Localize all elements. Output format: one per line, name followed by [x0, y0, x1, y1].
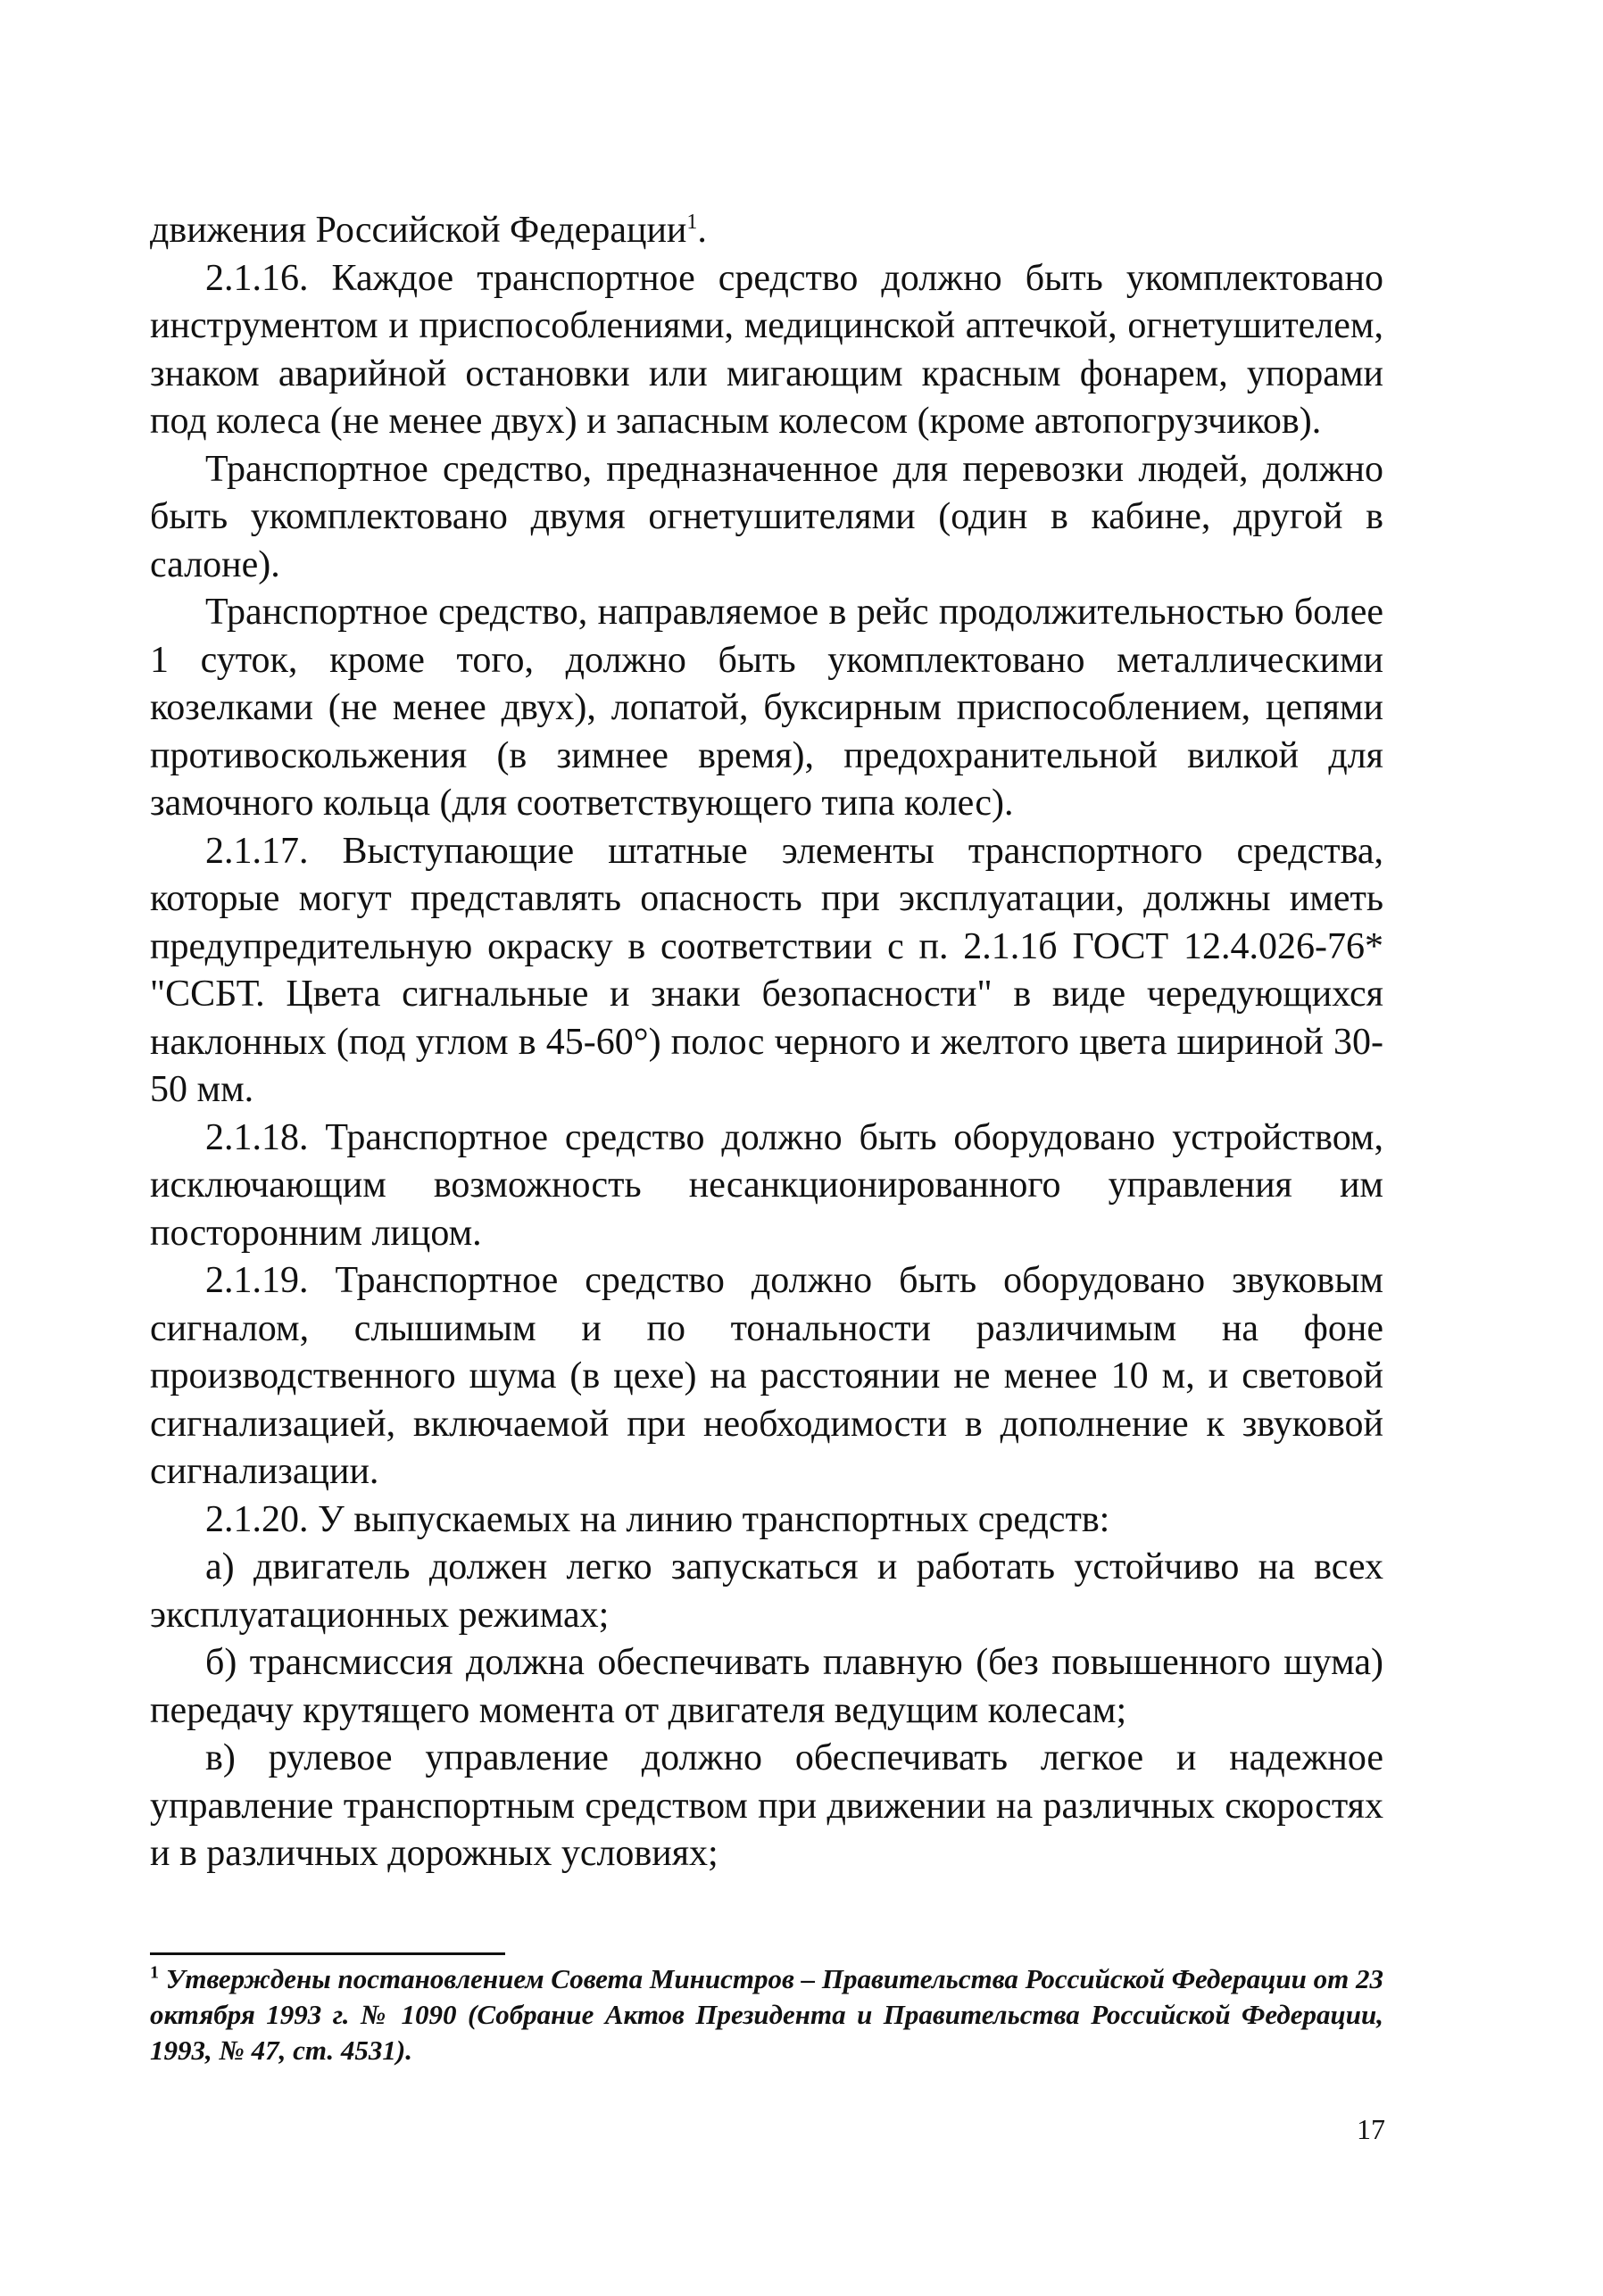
paragraph-2-1-16: 2.1.16. Каждое транспортное средство должно быть укомплектовано инструментом и приспособлениями, медицинской аптечкой, огнетушителем, знаком аварийной остановки или мигающим красным фонарем, упорами под колеса (не менее двух) и запасным колесом (кроме автопогрузчиков).: [150, 257, 1383, 442]
list-item-c: в) рулевое управление должно обеспечивать легкое и надежное управление транспортным средством при движении на различных скоростях и в различных дорожных условиях;: [150, 1737, 1383, 1874]
footnote-reference: 1: [686, 211, 698, 234]
list-item-b: б) трансмиссия должна обеспечивать плавную (без повышенного шума) передачу крутящего момента от двигателя ведущим колесам;: [150, 1642, 1383, 1731]
continued-line: [150, 207, 1383, 255]
paragraph-2-1-17: 2.1.17. Выступающие штатные элементы транспортного средства, которые могут представлять опасность при эксплуатации, должны иметь предупредительную окраску в соответствии с п. 2.1.1б ГОСТ 12.4.026-76* "ССБТ. Цвета сигнальные и знаки безопасности" в виде чередующихся наклонных (под углом в 45-60°) полос черного и желтого цвета шириной 30-50 мм.: [150, 830, 1383, 1110]
continued-line-text: движения Российской Федерации: [150, 210, 687, 251]
paragraph-2-1-18: 2.1.18. Транспортное средство должно быть оборудовано устройством, исключающим возможность несанкционированного управления им посторонним лицом.: [150, 1116, 1383, 1254]
paragraph-2-1-19: 2.1.19. Транспортное средство должно быть оборудовано звуковым сигналом, слышимым и по тональности различимым на фоне производственного шума (в цехе) на расстоянии не менее 10 м, и световой сигнализацией, включаемой при необходимости в дополнение к звуковой сигнализации.: [150, 1260, 1383, 1492]
footnote: [150, 1961, 1383, 2068]
list-item-a: а) двигатель должен легко запускаться и работать устойчиво на всех эксплуатационных режимах;: [150, 1546, 1383, 1636]
footnote-separator: [150, 1952, 505, 1955]
footnote-text: Утверждены постановлением Совета Министров – Правительства Российской Федерации от 23 октября 1993 г. № 1090 (Собрание Актов Президента и Правительства Российской Федерации, 1993, № 47, ст. 4531).: [150, 1963, 1384, 2066]
page-number: 17: [1357, 2113, 1385, 2145]
paragraph-2-1-20: 2.1.20. У выпускаемых на линию транспортных средств:: [205, 1498, 1110, 1540]
continued-line-period: .: [697, 210, 707, 251]
paragraph-people-transport: Транспортное средство, предназначенное для перевозки людей, должно быть укомплектовано двумя огнетушителями (один в кабине, другой в салоне).: [150, 448, 1383, 585]
paragraph-long-trip: Транспортное средство, направляемое в рейс продолжительностью более 1 суток, кроме того, должно быть укомплектовано металлическими козелками (не менее двух), лопатой, буксирным приспособлением, цепями противоскольжения (в зимнее время), предохранительной вилкой для замочного кольца (для соответствующего типа колес).: [150, 592, 1383, 824]
footnote-mark: 1: [150, 1962, 159, 1983]
main-text: [150, 207, 1383, 1878]
